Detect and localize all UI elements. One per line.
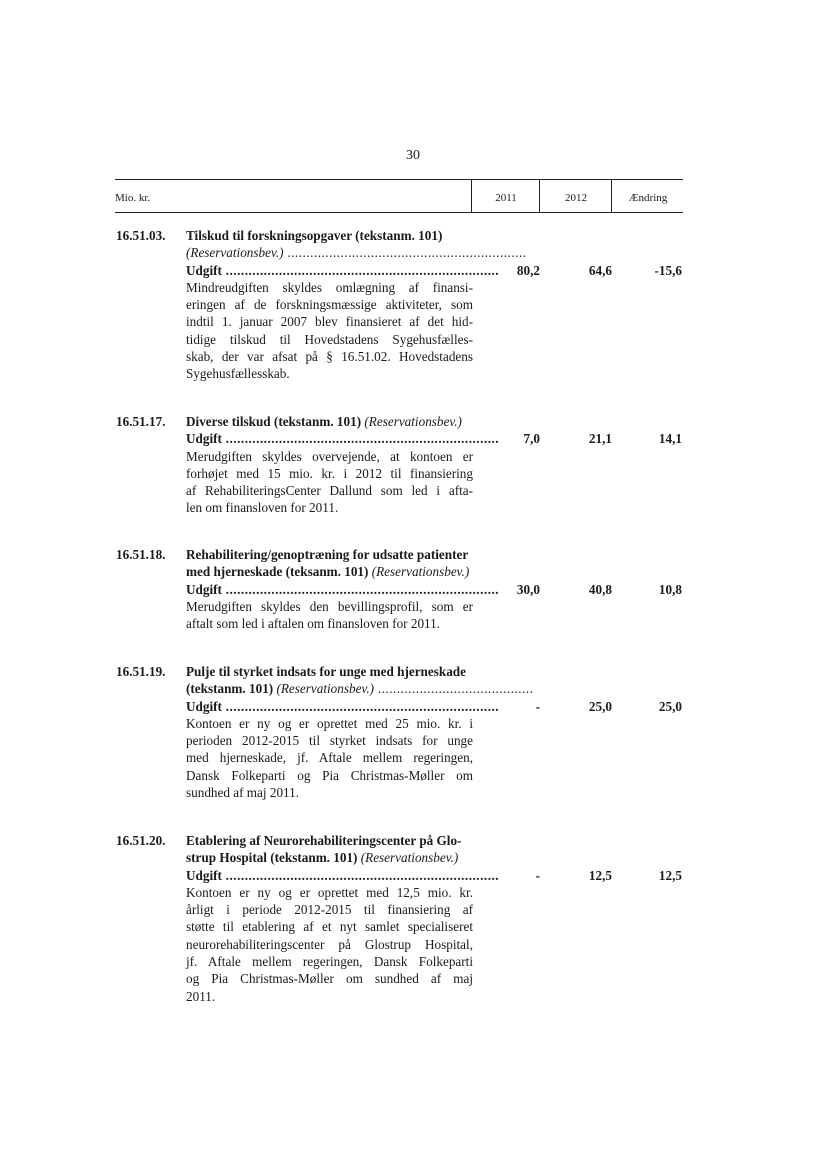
desc-line: skab, der var afsat på § 16.51.02. Hovedstadens	[186, 349, 473, 365]
desc-line: med hjerneskade, jf. Aftale mellem regeringen,	[186, 750, 473, 766]
value-change: 25,0	[658, 698, 682, 714]
desc-line: og Pia Christmas-Møller om sundhed af maj	[186, 971, 473, 987]
section-code: 16.51.19.	[116, 664, 166, 679]
value-2011: 80,2	[516, 262, 540, 278]
desc-line: af RehabiliteringsCenter Dallund som led i afta-	[186, 483, 473, 499]
desc-line: len om finansloven for 2011.	[186, 500, 339, 516]
desc-line: eringen af de forskningsmæssige aktiviteter, som	[186, 297, 473, 313]
value-2011: 30,0	[516, 581, 540, 597]
section-title: Diverse tilskud (tekstanm. 101) (Reservationsbev.)	[186, 414, 462, 429]
value-change: 14,1	[658, 431, 682, 447]
column-2011: 2011	[471, 180, 540, 212]
desc-line: Merudgiften skyldes den bevillingsprofil, som er	[186, 598, 473, 614]
section-code: 16.51.18.	[116, 547, 166, 562]
desc-line: Sygehusfællesskab.	[186, 366, 290, 382]
desc-line: neurorehabiliteringscenter på Glostrup Hospital,	[186, 936, 473, 952]
value-2012: 64,6	[588, 262, 612, 278]
udgift-label: Udgift	[186, 262, 222, 278]
section-title: Tilskud til forskningsopgaver (tekstanm. 101)	[186, 228, 443, 243]
udgift-row: Udgift ........................................................................	[186, 698, 500, 714]
subtitle-row: (Reservationsbev.) ...............................................................	[186, 245, 527, 261]
udgift-row: Udgift ........................................................................	[186, 431, 500, 447]
udgift-label: Udgift	[186, 431, 222, 447]
desc-line: jf. Aftale mellem regeringen, Dansk Folkeparti	[186, 954, 473, 970]
desc-line: Mindreudgiften skyldes omlægning af finansi-	[186, 279, 473, 295]
value-2012: 25,0	[588, 698, 612, 714]
udgift-row: Udgift ........................................................................	[186, 867, 500, 883]
section-code: 16.51.17.	[116, 414, 166, 429]
desc-line: Kontoen er ny og er oprettet med 12,5 mio. kr.	[186, 884, 473, 900]
section-title: Etablering af Neurorehabiliteringscenter på Glo-	[186, 833, 462, 848]
value-change: 12,5	[658, 867, 682, 883]
section-title-cont: strup Hospital (tekstanm. 101) (Reservationsbev.)	[186, 850, 459, 866]
desc-line: Merudgiften skyldes overvejende, at kontoen er	[186, 448, 473, 464]
section-title-cont: med hjerneskade (teksanm. 101) (Reservationsbev.)	[186, 564, 470, 580]
section-code: 16.51.03.	[116, 228, 166, 243]
desc-line: forhøjet med 15 mio. kr. i 2012 til finansiering	[186, 465, 473, 481]
desc-line: årligt i periode 2012-2015 til finansiering af	[186, 902, 473, 918]
desc-line: Kontoen er ny og er oprettet med 25 mio. kr. i	[186, 715, 473, 731]
value-change: 10,8	[658, 581, 682, 597]
table-header	[115, 179, 683, 213]
value-2011: -	[535, 867, 540, 883]
desc-line: Dansk Folkeparti og Pia Christmas-Møller om	[186, 767, 473, 783]
desc-line: tidige tilskud til Hovedstadens Sygehusfælles-	[186, 331, 473, 347]
udgift-row: Udgift ........................................................................	[186, 581, 500, 597]
page-number: 30	[406, 148, 420, 163]
value-change: -15,6	[654, 262, 682, 278]
section-code: 16.51.20.	[116, 833, 166, 848]
udgift-label: Udgift	[186, 867, 222, 883]
value-2012: 40,8	[588, 581, 612, 597]
section-title: Pulje til styrket indsats for unge med hjerneskade	[186, 664, 466, 679]
desc-line: aftalt som led i aftalen om finansloven for 2011.	[186, 616, 441, 632]
column-change: Ændring	[611, 180, 684, 212]
section-title: Rehabilitering/genoptræning for udsatte patienter	[186, 547, 469, 562]
value-2012: 21,1	[588, 431, 612, 447]
udgift-row: Udgift ........................................................................	[186, 262, 500, 278]
value-2011: -	[535, 698, 540, 714]
value-2011: 7,0	[523, 431, 540, 447]
udgift-label: Udgift	[186, 581, 222, 597]
desc-line: sundhed af maj 2011.	[186, 785, 300, 801]
section-title-cont: (tekstanm. 101) (Reservationsbev.) .........................................	[186, 681, 534, 697]
desc-line: 2011.	[186, 988, 216, 1004]
desc-line: perioden 2012-2015 til styrket indsats for unge	[186, 733, 473, 749]
desc-line: indtil 1. januar 2007 blev finansieret af det hid-	[186, 314, 473, 330]
reservation-label: (Reservationsbev.)	[186, 245, 284, 261]
column-2012: 2012	[539, 180, 612, 212]
udgift-label: Udgift	[186, 698, 222, 714]
unit-label: Mio. kr.	[115, 192, 151, 204]
desc-line: støtte til etablering af et nyt samlet specialiseret	[186, 919, 473, 935]
value-2012: 12,5	[588, 867, 612, 883]
